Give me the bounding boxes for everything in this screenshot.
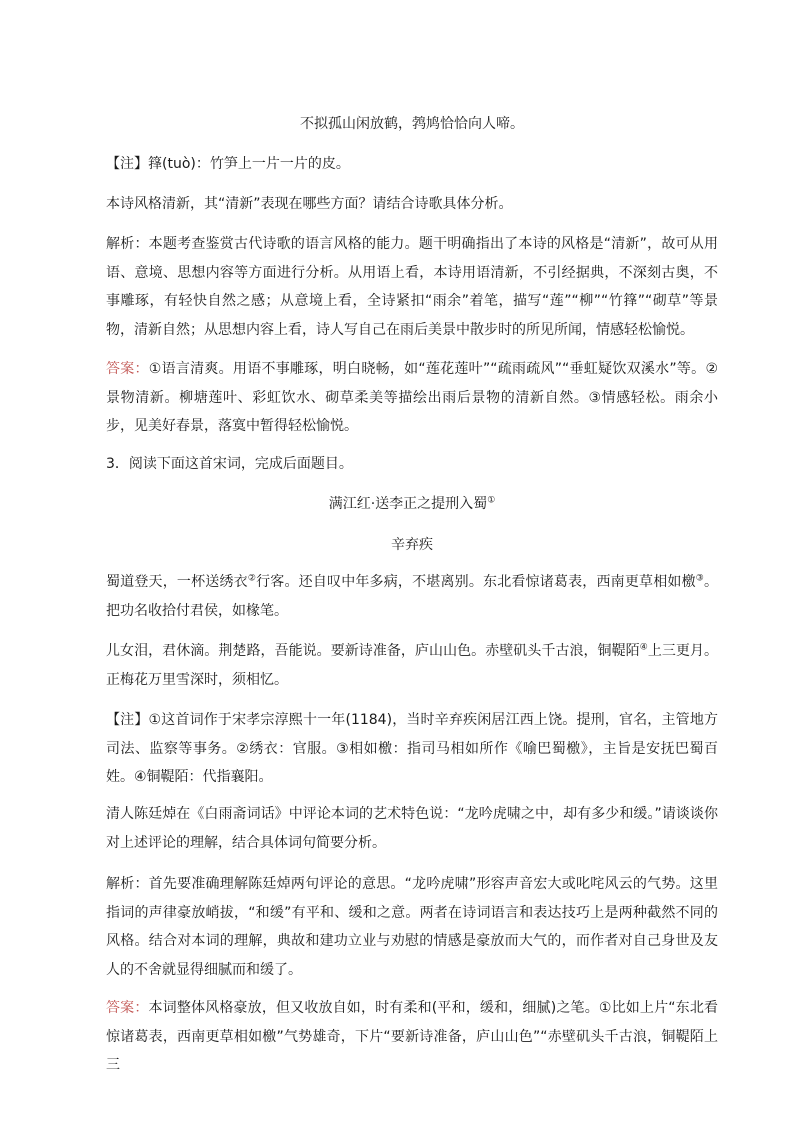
footnote-mark: ② [247, 573, 257, 584]
ci-title-text: 满江红·送李正之提刑入蜀 [328, 496, 488, 512]
analysis-3: 解析：首先要准确理解陈廷焯两句评论的意思。“龙吟虎啸”形容声音宏大或叱咤风云的气势。这里指词的声律豪放峭拔，“和缓”有平和、缓和之意。两者在诗词语言和表达技巧上是两种截然不同的风格。结合对本词的理解，典故和建功立业与劝慰的情感是豪放而大气的，而作者对自己身世及友人的不舍就显得细腻而和缓了。 [106, 876, 718, 978]
footnote-mark: ① [487, 495, 496, 506]
note-3: 【注】①这首词作于宋孝宗淳熙十一年(1184)，当时辛弃疾闲居江西上饶。提刑，官名，主管地方司法、监察等事务。②绣衣：官服。③相如檄：指司马相如所作《喻巴蜀檄》，主旨是安抚巴蜀百姓。④铜鞮陌：代指襄阳。 [106, 712, 718, 785]
footnote-mark: ③ [695, 573, 705, 584]
question-3: 清人陈廷焯在《白雨斋词话》中评论本词的艺术特色说：“龙吟虎啸之中，却有多少和缓。”请谈谈你对上述评论的理解，结合具体词句简要分析。 [106, 806, 718, 851]
question-1: 本诗风格清新，其“清新”表现在哪些方面？请结合诗歌具体分析。 [106, 196, 513, 212]
answer-3 [106, 994, 718, 1080]
question-3-intro: 3．阅读下面这首宋词，完成后面题目。 [106, 456, 353, 472]
analysis-1: 解析：本题考查鉴赏古代诗歌的语言风格的能力。题干明确指出了本诗的风格是“清新”，故可从用语、意境、思想内容等方面进行分析。从用语上看，本诗用语清新，不引经据典，不深刻古奥，不事雕琢，有轻快自然之感；从意境上看，全诗紧扣“雨余”着笔，描写“莲”“柳”“竹箨”“砌草”等景物，清新自然；从思想内容上看，诗人写自己在雨后美景中散步时的所见所闻，情感轻松愉悦。 [106, 236, 718, 338]
footnote-mark: ④ [639, 642, 648, 653]
answer-1 [106, 355, 718, 441]
ci-paragraph-2: 儿女泪，君休滴。荆楚路，吾能说。要新诗准备，庐山山色。赤壁矶头千古浪，铜鞮陌④上三更月。正梅花万里雪深时，须相忆。 [106, 642, 719, 688]
answer-label: 答案： [106, 361, 149, 377]
ci-author: 辛弃疾 [391, 537, 433, 553]
answer-text: 本词整体风格豪放，但又收放自如，时有柔和(平和，缓和，细腻)之笔。①比如上片“东北看惊诸葛表，西南更草相如檄”气势雄奇，下片“要新诗准备，庐山山色”“赤壁矶头千古浪，铜鞮陌上三 [106, 1000, 718, 1073]
ci-title [106, 492, 718, 516]
note-1: 【注】箨(tuò)：竹笋上一片一片的皮。 [106, 156, 350, 172]
answer-text: ①语言清爽。用语不事雕琢，明白晓畅，如“莲花莲叶”“疏雨疏风”“垂虹疑饮双溪水”等。②景物清新。柳塘莲叶、彩虹饮水、砌草柔美等描绘出雨后景物的清新自然。③情感轻松。雨余小步，见美好春景，落寞中暂得轻松愉悦。 [106, 361, 718, 434]
ci-paragraph-1: 蜀道登天，一杯送绣衣②行客。还自叹中年多病，不堪离别。东北看惊诸葛表，西南更草相如檄③。把功名收拾付君侯，如椽笔。 [106, 573, 719, 619]
poem-line: 不拟孤山闲放鹤，鹁鸠恰恰向人啼。 [300, 116, 524, 132]
answer-label: 答案： [106, 1000, 149, 1016]
